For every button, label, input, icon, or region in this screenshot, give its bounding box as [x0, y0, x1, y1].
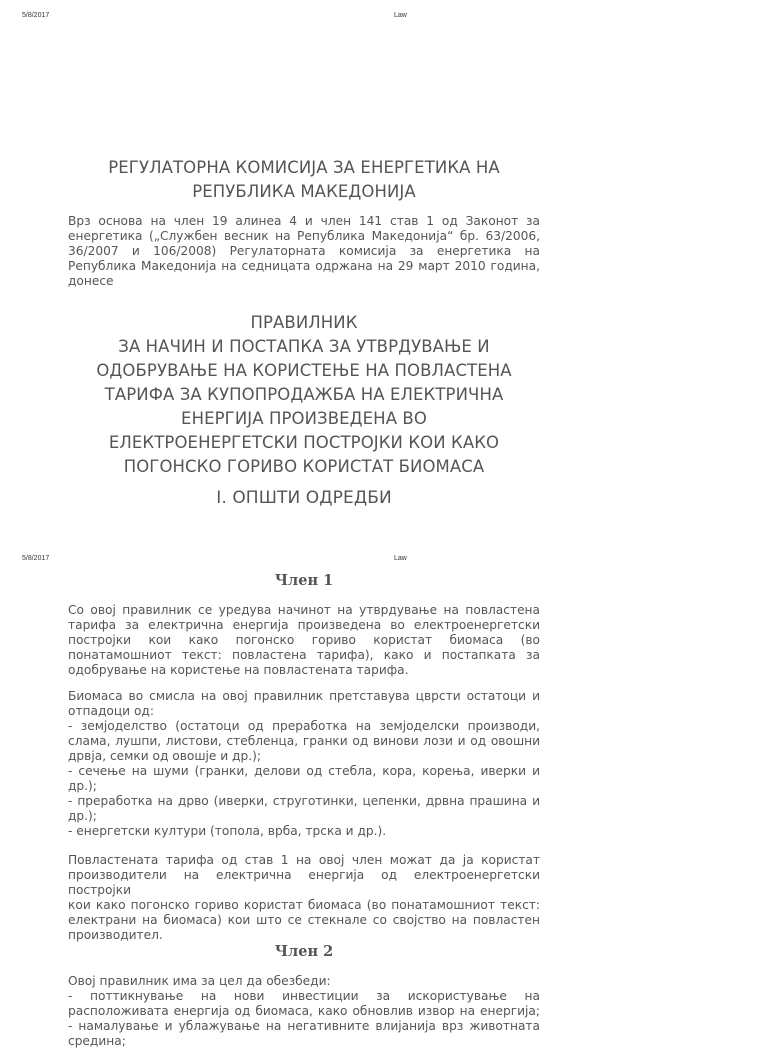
paragraph-line: електрани на биомаса) кои што се стекнале со својство на повластен — [68, 913, 540, 927]
article-1-heading: Член 1 — [274, 572, 334, 589]
intro-line: Република Македонија на седницата одржана на 29 март 2010 година, — [68, 259, 540, 273]
paragraph-line: Повластената тарифа од став 1 на овој член можат да ја користат — [68, 853, 540, 867]
paragraph-line: отпадоци од: — [68, 704, 154, 718]
regulator-title-line: РЕПУБЛИКА МАКЕДОНИЈА — [192, 182, 416, 201]
print-header-date: 5/8/2017 — [22, 555, 50, 562]
intro-line: 36/2007 и 106/2008) Регулаторната комисија за енергетика на — [68, 244, 540, 258]
intro-line: енергетика („Службен весник на Република Македонија“ бр. 63/2006, — [68, 229, 540, 243]
paragraph-line: Биомаса во смисла на овој правилник претставува цврсти остатоци и — [68, 689, 540, 703]
document-title — [68, 311, 540, 479]
paragraph-line: тарифа за електрична енергија произведена во електроенергетски — [68, 618, 540, 632]
paragraph-line: Овој правилник има за цел да обезбеди: — [68, 974, 331, 988]
paragraph-line: - намалување и ублажување на негативните влијанија врз животната средина; — [68, 1019, 540, 1048]
section-heading-wrap — [68, 486, 540, 510]
regulator-title-line: РЕГУЛАТОРНА КОМИСИЈА ЗА ЕНЕРГЕТИКА НА — [108, 158, 500, 177]
intro-paragraph — [68, 214, 540, 289]
article-2-paragraph-1 — [68, 974, 540, 1049]
paragraph-line: - поттикнување на нови инвестиции за искористување на — [68, 989, 540, 1003]
article-1-paragraph-3 — [68, 853, 540, 943]
section-heading: I. ОПШТИ ОДРЕДБИ — [216, 488, 392, 508]
paragraph-line: слама, лушпи, листови, стебленца, гранки од винови лози и од овошни — [68, 734, 540, 748]
paragraph-line: - преработка на дрво (иверки, струготинки, цепенки, дрвна прашина и — [68, 794, 540, 808]
document-title-line: ПОГОНСКО ГОРИВО КОРИСТАТ БИОМАСА — [123, 457, 485, 476]
print-header-date: 5/8/2017 — [22, 12, 50, 19]
article-1-paragraph-1 — [68, 603, 540, 678]
paragraph-line: Со овој правилник се уредува начинот на утврдување на повластена — [68, 603, 540, 617]
paragraph-line: - земјоделство (остатоци од преработка на земјоделски производи, — [68, 719, 540, 733]
article-2-heading: Член 2 — [274, 943, 334, 960]
paragraph-line: понатамошниот текст: повластена тарифа), како и постапката за — [68, 648, 540, 662]
print-header-title: Law — [394, 12, 407, 19]
paragraph-line: др.); — [68, 809, 97, 823]
document-title-line: ЗА НАЧИН И ПОСТАПКА ЗА УТВРДУВАЊЕ И — [118, 337, 490, 356]
regulator-title — [68, 156, 540, 204]
paragraph-line: постројки кои како погонско гориво користат биомаса (во — [68, 633, 540, 647]
paragraph-line: - енергетски култури (топола, врба, трска и др.). — [68, 824, 387, 838]
paragraph-line: др.); — [68, 779, 97, 793]
article-1-paragraph-2 — [68, 689, 540, 839]
paragraph-line: производители на електрична енергија од електроенергетски постројки — [68, 868, 540, 897]
document-title-line: ПРАВИЛНИК — [250, 313, 358, 332]
document-title-line: ТАРИФА ЗА КУПОПРОДАЖБА НА ЕЛЕКТРИЧНА — [104, 385, 504, 404]
intro-line: донесе — [68, 274, 114, 288]
print-header-title: Law — [394, 555, 407, 562]
paragraph-line: одобрување на користење на повластената тарифа. — [68, 663, 409, 677]
paragraph-line: кои како погонско гориво користат биомаса (во понатамошниот текст: — [68, 898, 540, 912]
document-title-line: ЕЛЕКТРОЕНЕРГЕТСКИ ПОСТРОЈКИ КОИ КАКО — [108, 433, 500, 452]
document-title-line: ОДОБРУВАЊЕ НА КОРИСТЕЊЕ НА ПОВЛАСТЕНА — [96, 361, 512, 380]
document-title-line: ЕНЕРГИЈА ПРОИЗВЕДЕНА ВО — [181, 409, 427, 428]
intro-line: Врз основа на член 19 алинеа 4 и член 141 став 1 од Законот за — [68, 214, 540, 228]
paragraph-line: расположивата енергија од биомаса, како обновлив извор на енергија; — [68, 1004, 540, 1018]
paragraph-line: - сечење на шуми (гранки, делови од стебла, кора, корења, иверки и — [68, 764, 540, 778]
paragraph-line: дрвја, семки од овошје и др.); — [68, 749, 261, 763]
paragraph-line: производител. — [68, 928, 163, 942]
